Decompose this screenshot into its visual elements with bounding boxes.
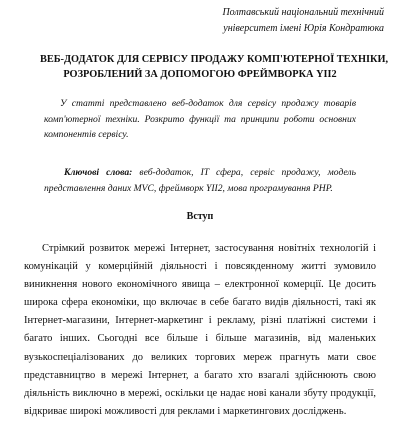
affiliation-line-2: університет імені Юрія Кондратюка [223, 23, 384, 34]
title-line-1: ВЕБ-ДОДАТОК ДЛЯ СЕРВІСУ ПРОДАЖУ КОМП'ЮТЕРНОЇ ТЕХНІКИ, [40, 54, 389, 65]
keywords-text: веб-додаток, IT сфера, сервіс продажу, модель представлення даних MVC, фреймворк YII2, мова програмування PHP. [44, 167, 356, 194]
keywords-label: Ключові слова: [64, 167, 133, 178]
paper-title [40, 52, 389, 82]
intro-paragraph: Стрімкий розвиток мережі Інтернет, застосування новітніх технологій і комунікацій у комерційній діяльності і повсякденному житті зумовило виникнення нового економічного явища – електронної комерції. Це досить широка сфера економіки, що включає в себе багато видів діяльності, такі як Інтернет-магазини, Інтернет-маркетинг і рекламу, різні платіжні системи і багато інших. Сьогодні все більше і більше магазинів, від маленьких вузькоспеціалізованих до великих торгових мереж прагнуть мати своє представництво в мережі Інтернет, а багато хто взагалі здійснюють свою діяльність виключно в мережі, оскільки це надає нові канали збуту продукції, відкриває широкі можливості для реклами і маркетингових досліджень. [24, 243, 376, 417]
title-line-2: РОЗРОБЛЕНИЙ ЗА ДОПОМОГОЮ ФРЕЙМВОРКА YII2 [63, 69, 337, 80]
abstract: У статті представлено веб-додаток для сервісу продажу товарів комп'ютерної техніки. Розкрито функції та принципи роботи основних компонентів сервісу. [44, 98, 356, 140]
section-heading: Вступ [186, 211, 214, 222]
keywords [44, 165, 356, 196]
affiliation-line-1: Полтавський національний технічний [222, 7, 384, 18]
